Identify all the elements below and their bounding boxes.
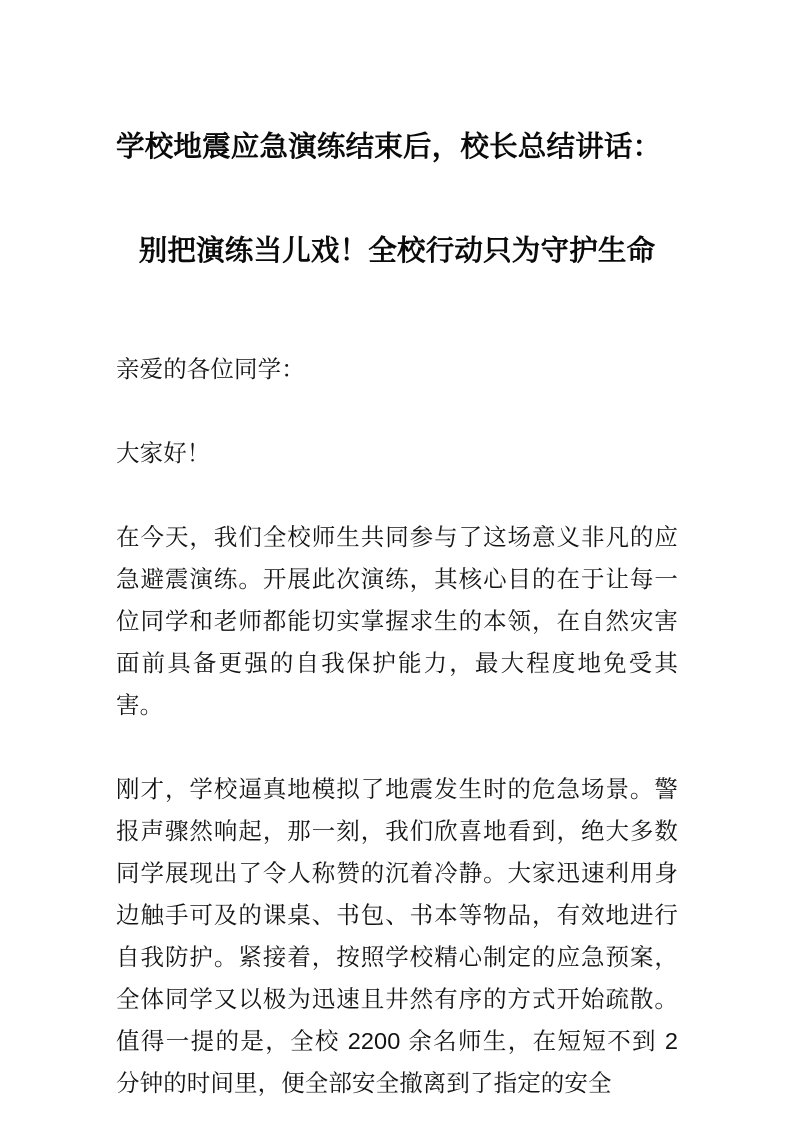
document-title-line-2: 别把演练当儿戏！全校行动只为守护生命 [138,235,656,267]
greeting: 大家好！ [116,440,211,466]
body-paragraph-2: 刚才，学校逼真地模拟了地震发生时的危急场景。警报声骤然响起，那一刻，我们欣喜地看到，绝大多数同学展现出了令人称赞的沉着冷静。大家迅速利用身边触手可及的课桌、书包、书本等物品，有效地进行自我防护。紧接着，按照学校精心制定的应急预案，全体同学又以极为迅速且井然有序的方式开始疏散。值得一提的是，全校 2200 余名师生，在短短不到 2 分钟的时间里，便全部安全撤离到了指定的安全 [116,776,678,1096]
document-body [116,348,678,1104]
document-title-line-1: 学校地震应急演练结束后，校长总结讲话： [116,131,662,163]
salutation: 亲爱的各位同学： [116,356,305,382]
title-block [116,0,678,272]
body-paragraph-1: 在今天，我们全校师生共同参与了这场意义非凡的应急避震演练。开展此次演练，其核心目的在于让每一位同学和老师都能切实掌握求生的本领，在自然灾害面前具备更强的自我保护能力，最大程度地免受其害。 [116,524,678,718]
document-content [116,0,678,1104]
